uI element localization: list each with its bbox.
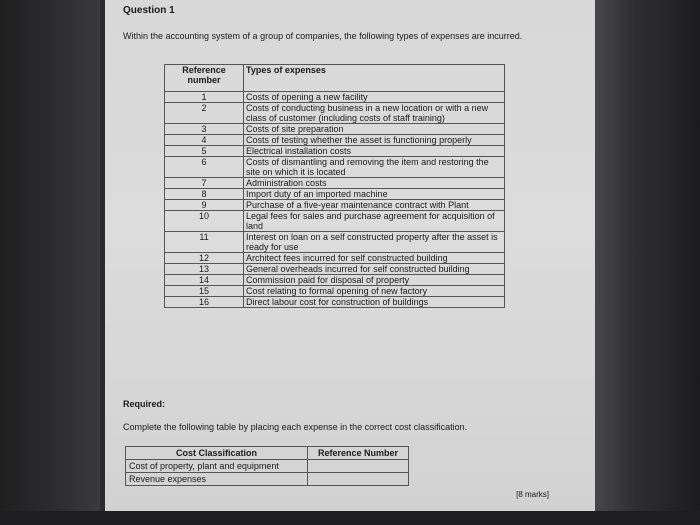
reference-number-cell: 3 — [165, 124, 244, 135]
monitor-bezel-left — [0, 0, 100, 525]
table-row — [165, 103, 505, 124]
marks-label: [8 marks] — [516, 490, 549, 499]
classification-header-row — [126, 447, 409, 460]
header-reference-number-col: Reference Number — [308, 447, 409, 460]
reference-number-cell: 16 — [165, 297, 244, 308]
table-row — [165, 178, 505, 189]
header-types-of-expenses: Types of expenses — [244, 65, 505, 92]
table-row — [165, 286, 505, 297]
expense-type-cell: General overheads incurred for self constructed building — [244, 264, 505, 275]
classification-table — [125, 446, 409, 486]
reference-number-cell: 7 — [165, 178, 244, 189]
table-row — [165, 135, 505, 146]
expense-type-cell: Costs of testing whether the asset is functioning properly — [244, 135, 505, 146]
required-instruction: Complete the following table by placing each expense in the correct cost classification. — [123, 422, 468, 432]
expense-type-cell: Interest on loan on a self constructed property after the asset is ready for use — [244, 232, 505, 253]
table-row — [165, 189, 505, 200]
reference-number-cell: 15 — [165, 286, 244, 297]
expense-type-cell: Direct labour cost for construction of buildings — [244, 297, 505, 308]
table-row — [165, 297, 505, 308]
table-row — [165, 232, 505, 253]
reference-number-cell: 5 — [165, 146, 244, 157]
expense-type-cell: Administration costs — [244, 178, 505, 189]
table-row — [165, 253, 505, 264]
reference-number-cell: 12 — [165, 253, 244, 264]
reference-number-cell: 14 — [165, 275, 244, 286]
expense-type-cell: Costs of site preparation — [244, 124, 505, 135]
expense-type-cell: Architect fees incurred for self constructed building — [244, 253, 505, 264]
reference-number-cell: 13 — [165, 264, 244, 275]
expense-type-cell: Legal fees for sales and purchase agreement for acquisition of land — [244, 211, 505, 232]
question-title: Question 1 — [123, 5, 175, 16]
expense-type-cell: Costs of conducting business in a new location or with a new class of customer (including costs of staff training) — [244, 103, 505, 124]
classification-row — [126, 473, 409, 486]
reference-number-cell: 8 — [165, 189, 244, 200]
expense-type-cell: Electrical installation costs — [244, 146, 505, 157]
expense-type-cell: Cost relating to formal opening of new factory — [244, 286, 505, 297]
expense-table — [164, 64, 505, 308]
reference-number-cell: 11 — [165, 232, 244, 253]
expense-type-cell: Costs of opening a new facility — [244, 92, 505, 103]
header-reference-number: Reference number — [165, 65, 244, 92]
table-row — [165, 211, 505, 232]
header-cost-classification: Cost Classification — [126, 447, 308, 460]
table-row — [165, 92, 505, 103]
expense-type-cell: Costs of dismantling and removing the item and restoring the site on which it is located — [244, 157, 505, 178]
expense-type-cell: Commission paid for disposal of property — [244, 275, 505, 286]
table-row — [165, 124, 505, 135]
document-page — [105, 0, 595, 511]
table-row — [165, 157, 505, 178]
cost-classification-cell: Cost of property, plant and equipment — [126, 460, 308, 473]
reference-number-cell: 6 — [165, 157, 244, 178]
monitor-bezel-bottom — [0, 511, 700, 525]
reference-number-cell: 10 — [165, 211, 244, 232]
cost-classification-cell: Revenue expenses — [126, 473, 308, 486]
reference-number-answer-cell[interactable] — [308, 473, 409, 486]
classification-row — [126, 460, 409, 473]
required-label: Required: — [123, 399, 166, 409]
expense-type-cell: Import duty of an imported machine — [244, 189, 505, 200]
table-row — [165, 264, 505, 275]
table-row — [165, 146, 505, 157]
reference-number-cell: 4 — [165, 135, 244, 146]
reference-number-answer-cell[interactable] — [308, 460, 409, 473]
question-intro: Within the accounting system of a group of companies, the following types of expenses are incurred. — [123, 31, 523, 41]
monitor-bezel-right — [590, 0, 700, 525]
reference-number-cell: 9 — [165, 200, 244, 211]
reference-number-cell: 1 — [165, 92, 244, 103]
reference-number-cell: 2 — [165, 103, 244, 124]
table-row — [165, 275, 505, 286]
table-row — [165, 200, 505, 211]
expense-table-header-row — [165, 65, 505, 92]
expense-type-cell: Purchase of a five-year maintenance contract with Plant — [244, 200, 505, 211]
